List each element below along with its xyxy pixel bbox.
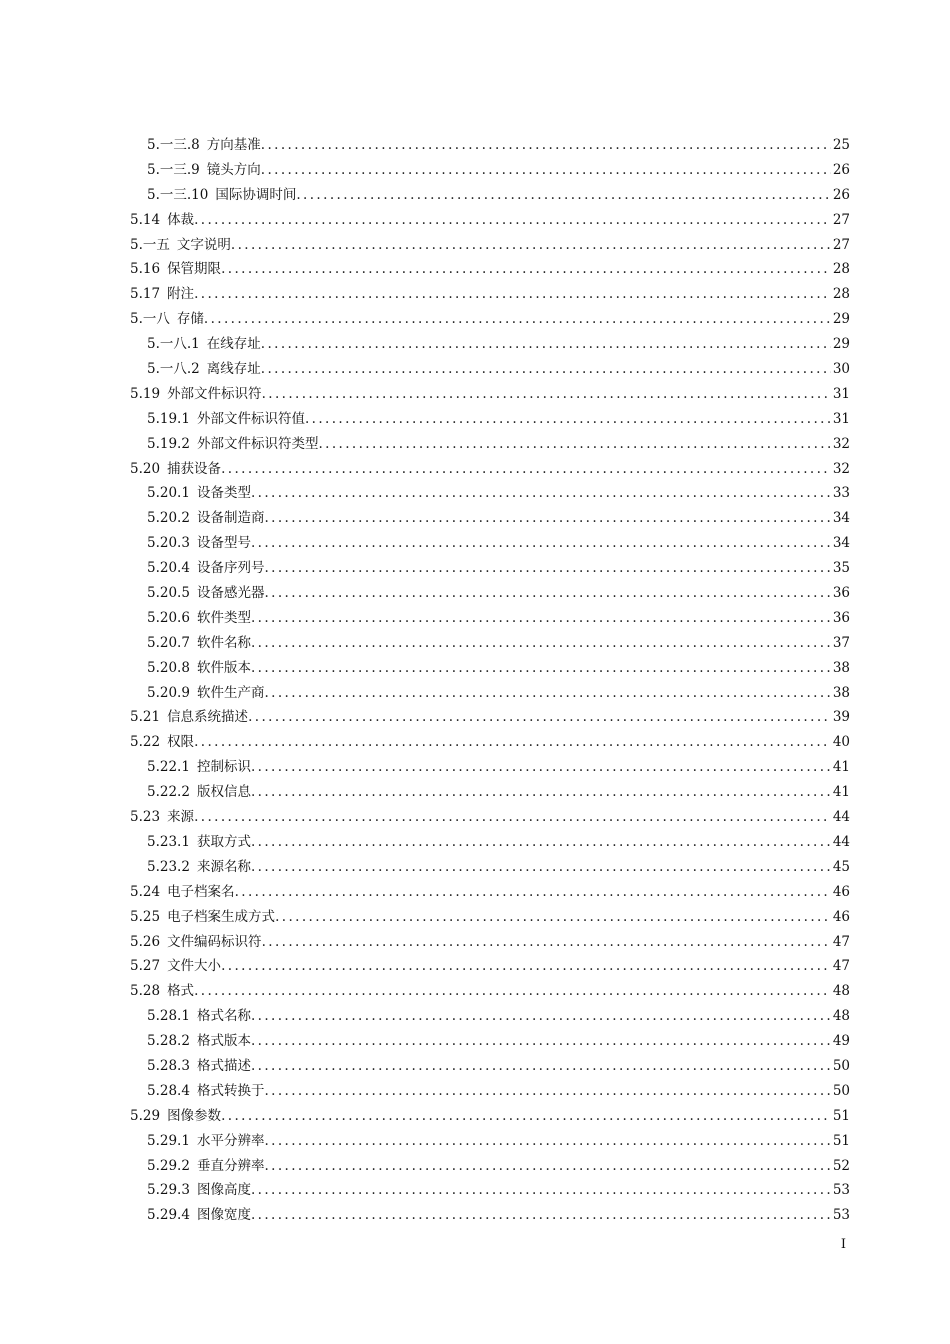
toc-dot-leader (251, 780, 831, 805)
toc-page-number: 44 (832, 809, 850, 826)
toc-page-number: 47 (832, 958, 850, 975)
toc-dot-leader (221, 457, 831, 482)
toc-entry[interactable] (0, 432, 950, 457)
toc-entry[interactable] (0, 1203, 950, 1228)
toc-section-title: 国际协调时间 (215, 186, 297, 203)
toc-page-number: 38 (832, 659, 850, 676)
toc-entry-line (130, 282, 850, 307)
toc-dot-leader (296, 183, 830, 208)
toc-section-number: 5.22.2 (147, 784, 190, 801)
toc-entry[interactable] (0, 1079, 950, 1104)
toc-section-title: 软件生产商 (196, 684, 265, 701)
toc-page-number: 26 (832, 186, 850, 203)
toc-section-number: 5.一八.2 (147, 361, 200, 378)
toc-dot-leader (251, 1203, 831, 1228)
toc-section-number: 5.29.4 (147, 1207, 190, 1224)
toc-entry-line (130, 930, 850, 955)
toc-section-number: 5.一三.9 (147, 161, 200, 178)
toc-section-title: 捕获设备 (167, 460, 222, 477)
toc-section-number: 5.14 (130, 211, 161, 228)
toc-entry[interactable] (0, 581, 950, 606)
toc-entry[interactable] (0, 1129, 950, 1154)
toc-entry-line (147, 855, 850, 880)
toc-dot-leader (251, 830, 831, 855)
toc-page-number: 35 (832, 560, 850, 577)
toc-dot-leader (221, 1104, 831, 1129)
toc-section-number: 5.20.5 (147, 585, 190, 602)
toc-section-title: 来源名称 (196, 858, 251, 875)
toc-entry-line (147, 1154, 850, 1179)
toc-page-number: 30 (832, 361, 850, 378)
toc-entry[interactable] (0, 930, 950, 955)
toc-section-number: 5.28 (130, 983, 161, 1000)
toc-section-title: 存储 (176, 311, 204, 328)
toc-entry[interactable] (0, 1004, 950, 1029)
toc-dot-leader (318, 432, 830, 457)
toc-section-title: 控制标识 (196, 759, 251, 776)
toc-section-title: 图像高度 (196, 1182, 251, 1199)
toc-entry-line (147, 1203, 850, 1228)
toc-section-title: 设备制造商 (196, 510, 265, 527)
toc-entry[interactable] (0, 954, 950, 979)
toc-entry[interactable] (0, 307, 950, 332)
toc-entry[interactable] (0, 158, 950, 183)
toc-entry-line (130, 233, 850, 258)
toc-page-number: 32 (832, 460, 850, 477)
toc-entry[interactable] (0, 905, 950, 930)
toc-entry-line (147, 1004, 850, 1029)
toc-section-title: 版权信息 (196, 784, 251, 801)
toc-entry[interactable] (0, 755, 950, 780)
toc-entry[interactable] (0, 1029, 950, 1054)
toc-section-title: 电子档案名 (167, 883, 235, 900)
toc-page-number: 36 (832, 609, 850, 626)
toc-section-number: 5.28.4 (147, 1082, 190, 1099)
toc-dot-leader (275, 905, 831, 930)
toc-entry-line (130, 208, 850, 233)
toc-section-title: 离线存址 (206, 361, 261, 378)
toc-entry[interactable] (0, 1104, 950, 1129)
toc-dot-leader (251, 481, 831, 506)
toc-entry[interactable] (0, 656, 950, 681)
toc-entry[interactable] (0, 208, 950, 233)
toc-section-title: 格式描述 (196, 1057, 251, 1074)
toc-entry-line (147, 332, 850, 357)
toc-dot-leader (231, 233, 831, 258)
toc-dot-leader (251, 1054, 831, 1079)
toc-dot-leader (251, 755, 831, 780)
toc-section-number: 5.29.2 (147, 1157, 190, 1174)
toc-dot-leader (264, 1154, 830, 1179)
toc-section-number: 5.一三.10 (147, 186, 209, 203)
toc-section-title: 图像宽度 (196, 1207, 251, 1224)
toc-entry[interactable] (0, 1054, 950, 1079)
toc-section-number: 5.22.1 (147, 759, 190, 776)
toc-section-number: 5.20.8 (147, 659, 190, 676)
toc-dot-leader (264, 1129, 830, 1154)
toc-section-number: 5.27 (130, 958, 161, 975)
toc-entry-line (130, 705, 850, 730)
toc-entry-line (147, 1129, 850, 1154)
toc-entry-line (130, 307, 850, 332)
toc-entry-line (147, 183, 850, 208)
toc-entry-line (147, 1079, 850, 1104)
toc-section-number: 5.一三.8 (147, 137, 200, 153)
toc-dot-leader (235, 880, 831, 905)
toc-page-number: 50 (832, 1082, 850, 1099)
toc-dot-leader (261, 357, 831, 382)
toc-page-number: 27 (832, 211, 850, 228)
toc-page-number: 31 (832, 385, 850, 402)
toc-page-number: 32 (832, 435, 850, 452)
toc-section-title: 格式转换于 (196, 1082, 265, 1099)
toc-section-title: 软件类型 (196, 609, 251, 626)
toc-entry[interactable] (0, 407, 950, 432)
toc-section-number: 5.20.1 (147, 485, 190, 502)
toc-entry[interactable] (0, 730, 950, 755)
toc-entry-line (147, 631, 850, 656)
toc-section-number: 5.20.2 (147, 510, 190, 527)
toc-page-number: 50 (832, 1057, 850, 1074)
toc-dot-leader (305, 407, 831, 432)
toc-section-title: 文字说明 (176, 236, 231, 253)
toc-section-title: 保管期限 (167, 261, 222, 278)
toc-section-title: 图像参数 (167, 1107, 222, 1124)
toc-entry[interactable] (0, 257, 950, 282)
toc-page-number: 28 (832, 286, 850, 303)
toc-dot-leader (204, 307, 831, 332)
toc-section-title: 文件大小 (167, 958, 222, 975)
toc-section-number: 5.24 (130, 883, 161, 900)
toc-page-number: 36 (832, 585, 850, 602)
toc-entry[interactable] (0, 382, 950, 407)
toc-entry[interactable] (0, 705, 950, 730)
toc-dot-leader (262, 930, 831, 955)
toc-entry-line (147, 1178, 850, 1203)
toc-dot-leader (194, 730, 831, 755)
toc-page-number: 49 (832, 1033, 850, 1050)
toc-entry[interactable] (0, 855, 950, 880)
toc-section-number: 5.23.2 (147, 858, 190, 875)
toc-entry[interactable] (0, 357, 950, 382)
toc-entry-line (130, 730, 850, 755)
toc-section-title: 体裁 (167, 211, 195, 228)
toc-page-number: 26 (832, 161, 850, 178)
toc-page-number: 53 (832, 1207, 850, 1224)
toc-entry[interactable] (0, 282, 950, 307)
toc-page-number: 34 (832, 535, 850, 552)
toc-entry-line (147, 755, 850, 780)
toc-section-title: 信息系统描述 (167, 709, 249, 726)
toc-page-number: 45 (832, 858, 850, 875)
toc-entry-line (147, 1054, 850, 1079)
toc-page-number: 34 (832, 510, 850, 527)
toc-section-number: 5.29 (130, 1107, 161, 1124)
toc-entry-line (130, 257, 850, 282)
toc-dot-leader (221, 257, 831, 282)
toc-section-title: 设备序列号 (196, 560, 265, 577)
toc-page-number: 53 (832, 1182, 850, 1199)
toc-page-number: 27 (832, 236, 850, 253)
toc-section-number: 5.20 (130, 460, 161, 477)
toc-dot-leader (251, 1178, 831, 1203)
toc-dot-leader (261, 332, 831, 357)
table-of-contents (0, 133, 950, 1228)
toc-section-title: 外部文件标识符类型 (196, 435, 319, 452)
toc-page-number: 44 (832, 833, 850, 850)
toc-entry[interactable] (0, 1154, 950, 1179)
toc-section-number: 5.26 (130, 933, 161, 950)
toc-section-title: 权限 (167, 734, 195, 751)
toc-section-number: 5.21 (130, 709, 161, 726)
toc-entry-line (147, 506, 850, 531)
toc-page-number: 31 (832, 410, 850, 427)
toc-dot-leader (221, 954, 831, 979)
toc-section-title: 附注 (167, 286, 195, 303)
toc-entry-line (147, 681, 850, 706)
toc-section-title: 获取方式 (196, 833, 251, 850)
toc-section-title: 格式名称 (196, 1008, 251, 1025)
toc-section-number: 5.28.2 (147, 1033, 190, 1050)
toc-dot-leader (264, 581, 830, 606)
toc-section-number: 5.29.3 (147, 1182, 190, 1199)
toc-entry[interactable] (0, 183, 950, 208)
toc-entry[interactable] (0, 133, 950, 158)
toc-dot-leader (261, 158, 831, 183)
toc-entry-line (130, 382, 850, 407)
toc-section-number: 5.20.4 (147, 560, 190, 577)
toc-section-title: 在线存址 (206, 336, 261, 353)
toc-section-title: 设备类型 (196, 485, 251, 502)
toc-section-number: 5.23.1 (147, 833, 190, 850)
toc-section-number: 5.19 (130, 385, 161, 402)
toc-dot-leader (264, 556, 830, 581)
toc-entry-line (130, 880, 850, 905)
toc-entry[interactable] (0, 631, 950, 656)
toc-section-title: 外部文件标识符值 (196, 410, 305, 427)
toc-dot-leader (251, 855, 831, 880)
toc-entry[interactable] (0, 531, 950, 556)
toc-entry[interactable] (0, 332, 950, 357)
page-number: I (840, 1237, 846, 1252)
toc-page-number: 46 (832, 908, 850, 925)
toc-entry-line (147, 581, 850, 606)
toc-section-number: 5.20.3 (147, 535, 190, 552)
toc-entry-line (130, 805, 850, 830)
toc-entry[interactable] (0, 606, 950, 631)
toc-page-number: 52 (832, 1157, 850, 1174)
toc-dot-leader (194, 805, 831, 830)
toc-section-title: 垂直分辨率 (196, 1157, 265, 1174)
toc-entry-line (147, 1029, 850, 1054)
toc-entry-line (130, 1104, 850, 1129)
toc-dot-leader (251, 631, 831, 656)
toc-section-number: 5.一八 (130, 311, 170, 328)
toc-page-number: 51 (832, 1132, 850, 1149)
toc-dot-leader (264, 1079, 830, 1104)
toc-section-number: 5.20.6 (147, 609, 190, 626)
toc-dot-leader (194, 282, 831, 307)
toc-page-number: 33 (832, 485, 850, 502)
toc-entry-line (147, 357, 850, 382)
toc-dot-leader (264, 506, 830, 531)
toc-page-number: 29 (832, 336, 850, 353)
toc-entry[interactable] (0, 979, 950, 1004)
toc-entry[interactable] (0, 233, 950, 258)
toc-section-number: 5.17 (130, 286, 161, 303)
toc-entry-line (147, 531, 850, 556)
toc-dot-leader (251, 656, 831, 681)
toc-section-title: 软件版本 (196, 659, 251, 676)
toc-page-number: 48 (832, 983, 850, 1000)
toc-dot-leader (194, 979, 831, 1004)
toc-entry-line (147, 133, 850, 158)
toc-section-title: 软件名称 (196, 634, 251, 651)
toc-page-number: 48 (832, 1008, 850, 1025)
toc-section-number: 5.28.1 (147, 1008, 190, 1025)
toc-section-number: 5.16 (130, 261, 161, 278)
toc-entry[interactable] (0, 1178, 950, 1203)
toc-entry-line (147, 158, 850, 183)
toc-page-number: 25 (832, 137, 850, 153)
toc-section-number: 5.20.9 (147, 684, 190, 701)
toc-section-number: 5.19.2 (147, 435, 190, 452)
toc-entry-line (130, 979, 850, 1004)
toc-section-title: 文件编码标识符 (167, 933, 262, 950)
toc-entry-line (147, 432, 850, 457)
toc-page-number: 38 (832, 684, 850, 701)
toc-page-number: 37 (832, 634, 850, 651)
toc-section-title: 水平分辨率 (196, 1132, 265, 1149)
toc-entry-line (147, 407, 850, 432)
toc-dot-leader (251, 531, 831, 556)
toc-section-number: 5.22 (130, 734, 161, 751)
toc-entry-line (147, 481, 850, 506)
toc-page-number: 47 (832, 933, 850, 950)
toc-section-title: 格式版本 (196, 1033, 251, 1050)
toc-entry[interactable] (0, 506, 950, 531)
toc-section-title: 格式 (167, 983, 195, 1000)
toc-entry[interactable] (0, 481, 950, 506)
toc-section-title: 电子档案生成方式 (167, 908, 276, 925)
toc-page-number: 40 (832, 734, 850, 751)
toc-section-number: 5.28.3 (147, 1057, 190, 1074)
toc-section-title: 设备型号 (196, 535, 251, 552)
toc-entry-line (147, 830, 850, 855)
toc-entry-line (130, 954, 850, 979)
toc-section-title: 外部文件标识符 (167, 385, 262, 402)
toc-page-number: 28 (832, 261, 850, 278)
toc-entry-line (130, 457, 850, 482)
toc-entry-line (147, 606, 850, 631)
toc-dot-leader (251, 1029, 831, 1054)
toc-entry-line (147, 780, 850, 805)
toc-entry[interactable] (0, 830, 950, 855)
toc-page-number: 39 (832, 709, 850, 726)
toc-page-number: 51 (832, 1107, 850, 1124)
toc-dot-leader (264, 681, 830, 706)
toc-section-number: 5.20.7 (147, 634, 190, 651)
toc-entry[interactable] (0, 556, 950, 581)
toc-dot-leader (251, 1004, 831, 1029)
toc-section-number: 5.一八.1 (147, 336, 200, 353)
toc-entry[interactable] (0, 880, 950, 905)
toc-dot-leader (248, 705, 831, 730)
toc-dot-leader (261, 133, 831, 158)
toc-section-number: 5.23 (130, 809, 161, 826)
toc-section-title: 镜头方向 (206, 161, 261, 178)
toc-dot-leader (262, 382, 831, 407)
toc-entry-line (147, 656, 850, 681)
toc-page-number: 46 (832, 883, 850, 900)
toc-entry-line (130, 905, 850, 930)
toc-page-number: 29 (832, 311, 850, 328)
toc-dot-leader (251, 606, 831, 631)
toc-section-title: 方向基准 (206, 137, 261, 153)
toc-dot-leader (194, 208, 831, 233)
toc-section-title: 来源 (167, 809, 195, 826)
toc-page-number: 41 (832, 759, 850, 776)
toc-entry[interactable] (0, 780, 950, 805)
toc-entry[interactable] (0, 681, 950, 706)
toc-section-number: 5.25 (130, 908, 161, 925)
toc-section-number: 5.29.1 (147, 1132, 190, 1149)
toc-page-number: 41 (832, 784, 850, 801)
toc-section-number: 5.19.1 (147, 410, 190, 427)
toc-entry[interactable] (0, 805, 950, 830)
toc-entry[interactable] (0, 457, 950, 482)
toc-entry-line (147, 556, 850, 581)
toc-section-number: 5.一五 (130, 236, 170, 253)
toc-section-title: 设备感光器 (196, 585, 265, 602)
